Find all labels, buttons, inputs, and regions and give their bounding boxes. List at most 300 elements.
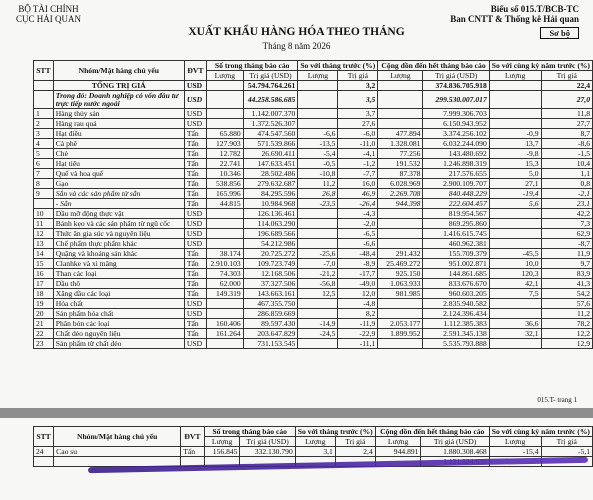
row-qty: 156.845	[204, 447, 240, 457]
row-vs-prev-qty: -56,8	[298, 279, 338, 289]
row-name: Hạt điều	[53, 129, 184, 139]
row-value: 37.327.506	[243, 279, 298, 289]
row-vs-year-qty: -9,8	[489, 149, 541, 159]
row-cum-val: 1.112.385.383	[423, 319, 489, 329]
row-cum-val: 833.676.670	[423, 279, 489, 289]
row-vs-year-val: 62,9	[541, 229, 592, 239]
row-vs-year-qty	[489, 229, 541, 239]
sub-qty: Lượng	[298, 71, 338, 81]
table-row	[34, 269, 593, 279]
row-cum-qty: 1.899.952	[378, 329, 423, 339]
row-value: 286.859.669	[243, 309, 298, 319]
row-name: Sắn và các sản phẩm từ sắn	[53, 189, 184, 199]
row-cum-qty	[378, 209, 423, 219]
row-qty: 44.815	[207, 199, 244, 209]
table-row	[34, 259, 593, 269]
col-cumulative: Cộng dồn đến hết tháng báo cáo	[375, 427, 489, 437]
row-name: Dầu thô	[53, 279, 184, 289]
row-vs-prev-qty	[298, 239, 338, 249]
row-vs-prev-qty: 12,5	[298, 289, 338, 299]
table-row	[34, 239, 593, 249]
row-value: 84.295.596	[243, 189, 298, 199]
row-value: 10.984.968	[243, 199, 298, 209]
row-vs-year-qty	[489, 239, 541, 249]
row-unit: USD	[184, 109, 206, 119]
row-vs-year-val: 11,8	[541, 109, 592, 119]
row-vs-prev-qty: -25,6	[298, 249, 338, 259]
row-vs-prev-qty: -10,8	[298, 169, 338, 179]
row-value: 89.597.430	[243, 319, 298, 329]
row-name: Chất dẻo nguyên liệu	[53, 329, 184, 339]
row-stt: 1	[34, 109, 54, 119]
row-cum-val: 1.246.898.319	[423, 159, 489, 169]
row-vs-year-qty: 15,3	[489, 159, 541, 169]
table-row	[34, 319, 593, 329]
row-cum-val: 5.535.793.888	[423, 339, 489, 349]
row-name: Chế phẩm thực phẩm khác	[53, 239, 184, 249]
row-vs-prev-qty: -21,2	[298, 269, 338, 279]
row-unit: Tấn	[184, 329, 206, 339]
row-vs-prev-val: 8,2	[338, 309, 378, 319]
row-vs-year-val: -5,1	[541, 447, 592, 457]
row-name: Hóa chất	[53, 299, 184, 309]
table-row	[34, 129, 593, 139]
row-qty: 538.856	[207, 179, 244, 189]
row-vs-year-val: 8,7	[541, 129, 592, 139]
row-qty: 165.996	[207, 189, 244, 199]
row-vs-prev-val: -4,8	[338, 299, 378, 309]
col-vs-prev: So với tháng trước (%)	[295, 427, 375, 437]
row-vs-prev-val: 3,7	[338, 109, 378, 119]
table-row	[34, 159, 593, 169]
row-vs-year-qty: 32,1	[489, 329, 541, 339]
row-unit: USD	[184, 219, 206, 229]
row-qty: 38.174	[207, 249, 244, 259]
row-vs-prev-val: -8,9	[338, 259, 378, 269]
department-name: CỤC HẢI QUAN	[16, 14, 81, 24]
row-name: Hạt tiêu	[53, 159, 184, 169]
row-vs-year-val: -2,1	[541, 189, 592, 199]
row-vs-prev-val: -22,9	[338, 329, 378, 339]
table-row	[34, 309, 593, 319]
row-qty: 160.406	[207, 319, 244, 329]
row-cum-val: 222.604.457	[423, 199, 489, 209]
row-cum-val: 869.295.860	[423, 219, 489, 229]
row-cum-val: 2.124.396.434	[423, 309, 489, 319]
row-vs-year-val: 41,3	[541, 279, 592, 289]
row-name: Sản phẩm từ chất dẻo	[53, 339, 184, 349]
row-stt: 11	[34, 219, 54, 229]
report-period: Tháng 8 năm 2026	[262, 41, 331, 51]
row-cum-val: 3.374.256.102	[423, 129, 489, 139]
row-stt: 23	[34, 339, 54, 349]
row-qty	[207, 119, 244, 129]
row-unit: Tấn	[184, 259, 206, 269]
col-stt: STT	[34, 427, 54, 447]
row-cum-qty: 1.063.933	[378, 279, 423, 289]
row-name: Dầu mỡ động thực vật	[53, 209, 184, 219]
row-cum-val: 155.709.379	[423, 249, 489, 259]
form-number: Biểu số 015.T/BCB-TC	[490, 4, 579, 14]
row-vs-prev-val: -2,0	[338, 219, 378, 229]
row-vs-year-val: -8,7	[541, 239, 592, 249]
row-vs-prev-val: -4,3	[338, 209, 378, 219]
row-unit: USD	[184, 299, 206, 309]
row-qty: 127.903	[207, 139, 244, 149]
sub-val: Trị giá	[335, 437, 375, 447]
row-value: 20.725.272	[243, 249, 298, 259]
row-value: 12.168.506	[243, 269, 298, 279]
row-unit: Tấn	[184, 189, 206, 199]
row-cum-qty	[378, 239, 423, 249]
row-cum-val: 2.835.940.582	[423, 299, 489, 309]
row-vs-year-val: 27,7	[541, 119, 592, 129]
row-stt: 17	[34, 279, 54, 289]
col-vs-year: So với cùng kỳ năm trước (%)	[489, 427, 592, 437]
sub-val: Trị giá	[338, 71, 378, 81]
row-cum-val: 6.032.244.090	[423, 139, 489, 149]
row-qty	[207, 109, 244, 119]
row-vs-year-qty: -19,4	[489, 189, 541, 199]
row-vs-year-qty	[489, 339, 541, 349]
row-value: 54.212.986	[243, 239, 298, 249]
row-unit: USD	[184, 119, 206, 129]
row-name: Hàng thủy sản	[53, 109, 184, 119]
row-unit: USD	[184, 239, 206, 249]
table-row	[34, 179, 593, 189]
table-row	[34, 169, 593, 179]
preliminary-badge: Sơ bộ	[540, 27, 579, 39]
form-block	[450, 4, 579, 24]
row-vs-year-qty: -45,5	[489, 249, 541, 259]
row-stt: 9	[34, 189, 54, 199]
row-qty: 161.264	[207, 329, 244, 339]
row-qty	[207, 339, 244, 349]
row-name: Hàng rau quả	[53, 119, 184, 129]
sub-val: Trị giá (USD)	[240, 437, 295, 447]
row-cum-qty: 477.894	[378, 129, 423, 139]
row-unit: Tấn	[184, 289, 206, 299]
row-vs-year-qty: 120,3	[489, 269, 541, 279]
row-cum-qty	[378, 339, 423, 349]
header-row	[34, 61, 593, 71]
row-vs-prev-qty	[298, 119, 338, 129]
fdi-vs-year: 27,0	[541, 91, 592, 109]
row-stt: 8	[34, 179, 54, 189]
row-cum-qty: 191.532	[378, 159, 423, 169]
row-vs-prev-qty: -5,4	[298, 149, 338, 159]
row-name: Chè	[53, 149, 184, 159]
row-stt: 19	[34, 299, 54, 309]
row-qty	[207, 209, 244, 219]
sub-qty: Lượng	[295, 437, 335, 447]
row-qty	[207, 219, 244, 229]
row-name: Xăng dầu các loại	[53, 289, 184, 299]
row-vs-prev-qty	[298, 109, 338, 119]
fdi-label: Trong đó: Doanh nghiệp có vốn đầu tư trực tiếp nước ngoài	[53, 91, 184, 109]
row-cum-val: 6.150.943.952	[423, 119, 489, 129]
row-stt: 2	[34, 119, 54, 129]
row-cum-qty: 944.891	[375, 447, 421, 457]
row-cum-val: 217.576.655	[423, 169, 489, 179]
row-stt: 7	[34, 169, 54, 179]
fdi-vs-prev: 3,5	[338, 91, 378, 109]
table-row	[34, 209, 593, 219]
row-vs-year-val: 0,8	[541, 179, 592, 189]
page-footer: 015.T- trang 1	[537, 396, 577, 404]
row-vs-year-val: 7,3	[541, 219, 592, 229]
row-vs-prev-qty	[298, 299, 338, 309]
row-cum-val: 143.480.692	[423, 149, 489, 159]
table-row	[34, 229, 593, 239]
row-vs-year-val: 12,9	[541, 339, 592, 349]
row-vs-prev-qty	[298, 339, 338, 349]
row-cum-val: 1.880.308.468	[421, 447, 489, 457]
row-vs-prev-val: -4,1	[338, 149, 378, 159]
sub-qty: Lượng	[375, 437, 421, 447]
row-stt: 22	[34, 329, 54, 339]
total-label: TỔNG TRỊ GIÁ	[53, 81, 184, 91]
row-vs-year-val: 54,2	[541, 289, 592, 299]
row-unit: Tấn	[184, 249, 206, 259]
row-cum-qty: 925.150	[378, 269, 423, 279]
row-vs-prev-val: -6,5	[338, 229, 378, 239]
row-qty	[207, 309, 244, 319]
row-qty: 2.910.103	[207, 259, 244, 269]
row-unit: Tấn	[184, 319, 206, 329]
row-vs-prev-qty	[298, 309, 338, 319]
row-qty: 74.303	[207, 269, 244, 279]
sub-val: Trị giá (USD)	[421, 437, 489, 447]
row-name: Bánh kẹo và các sản phẩm từ ngũ cốc	[53, 219, 184, 229]
row-vs-prev-val: -7,7	[338, 169, 378, 179]
row-stt: 5	[34, 149, 54, 159]
row-name: Gạo	[53, 179, 184, 189]
row-vs-prev-qty: 11,2	[298, 179, 338, 189]
row-vs-prev-val: -6,6	[338, 239, 378, 249]
row-unit: Tấn	[184, 129, 206, 139]
row-vs-year-val: 11,2	[541, 309, 592, 319]
sub-qty: Lượng	[378, 71, 423, 81]
row-unit: Tấn	[184, 279, 206, 289]
row-value: 571.539.866	[243, 139, 298, 149]
row-cum-qty	[378, 109, 423, 119]
row-name: Sản phẩm hóa chất	[53, 309, 184, 319]
row-vs-prev-qty: -24,5	[298, 329, 338, 339]
row-value: 467.355.750	[243, 299, 298, 309]
row-cum-qty: 291.432	[378, 249, 423, 259]
row-vs-year-val: 42,2	[541, 209, 592, 219]
row-vs-prev-val: -49,0	[338, 279, 378, 289]
total-vs-year: 22,4	[541, 81, 592, 91]
row-cum-val: 460.962.381	[423, 239, 489, 249]
row-unit: USD	[184, 209, 206, 219]
row-qty: 10.346	[207, 169, 244, 179]
total-cumulative: 374.836.705.918	[423, 81, 489, 91]
row-qty: 65.880	[207, 129, 244, 139]
sub-val: Trị giá	[541, 437, 592, 447]
row-name: Quế và hoa quế	[53, 169, 184, 179]
row-vs-prev-val: 27,6	[338, 119, 378, 129]
row-vs-prev-qty: -6,6	[298, 129, 338, 139]
table-row	[34, 219, 593, 229]
row-vs-year-val: 23,1	[541, 199, 592, 209]
row-vs-year-val: 12,2	[541, 329, 592, 339]
row-vs-year-qty: 10,0	[489, 259, 541, 269]
row-cum-qty: 2.269.708	[378, 189, 423, 199]
col-vs-prev: So với tháng trước (%)	[298, 61, 378, 71]
form-owner: Ban CNTT & Thống kê Hải quan	[450, 14, 579, 24]
ministry-name: BỘ TÀI CHÍNH	[18, 4, 79, 14]
row-cum-qty	[378, 299, 423, 309]
row-stt: 15	[34, 259, 54, 269]
row-name: Cao su	[54, 447, 181, 457]
row-vs-year-val: 10,4	[541, 159, 592, 169]
row-stt: 20	[34, 309, 54, 319]
row-cum-qty: 25.469.272	[378, 259, 423, 269]
row-vs-prev-val: -1,2	[338, 159, 378, 169]
sub-val: Trị giá	[541, 71, 592, 81]
row-vs-prev-val: 16,0	[338, 179, 378, 189]
row-vs-prev-val: -48,4	[338, 249, 378, 259]
row-vs-prev-qty: -14,9	[298, 319, 338, 329]
row-vs-year-qty	[489, 209, 541, 219]
sub-qty: Lượng	[489, 437, 541, 447]
sub-val: Trị giá (USD)	[243, 71, 298, 81]
row-vs-year-qty	[489, 299, 541, 309]
row-vs-year-qty	[489, 219, 541, 229]
row-value: 731.153.545	[243, 339, 298, 349]
row-unit: Tấn	[184, 159, 206, 169]
row-value: 474.547.560	[243, 129, 298, 139]
sub-val: Trị giá (USD)	[423, 71, 489, 81]
row-vs-year-qty: 5,6	[489, 199, 541, 209]
table-row	[34, 329, 593, 339]
row-vs-prev-val: -11,0	[338, 139, 378, 149]
table-row	[34, 249, 593, 259]
sub-qty: Lượng	[204, 437, 240, 447]
row-stt: 6	[34, 159, 54, 169]
row-vs-prev-qty: -13,5	[298, 139, 338, 149]
table-row	[34, 279, 593, 289]
row-vs-prev-qty: 26,8	[298, 189, 338, 199]
col-vs-year: So với cùng kỳ năm trước (%)	[489, 61, 592, 71]
table-row	[34, 199, 593, 209]
row-vs-prev-qty	[298, 229, 338, 239]
table-row	[34, 447, 593, 457]
row-cum-val: 840.448.229	[423, 189, 489, 199]
row-vs-year-qty	[489, 309, 541, 319]
report-title: XUẤT KHẨU HÀNG HÓA THEO THÁNG	[188, 26, 405, 38]
row-cum-qty	[378, 229, 423, 239]
row-vs-prev-val: -26,4	[338, 199, 378, 209]
fdi-row	[34, 91, 593, 109]
col-unit: ĐVT	[184, 61, 206, 81]
row-stt	[34, 199, 54, 209]
row-vs-year-val: 78,2	[541, 319, 592, 329]
row-name: Thức ăn gia súc và nguyên liệu	[53, 229, 184, 239]
col-cumulative: Cộng dồn đến hết tháng báo cáo	[378, 61, 489, 71]
row-name: Quặng và khoáng sản khác	[53, 249, 184, 259]
row-value: 332.130.790	[240, 447, 295, 457]
row-value: 279.632.687	[243, 179, 298, 189]
row-cum-val: 7.999.306.703	[423, 109, 489, 119]
fdi-cumulative: 299.530.007.017	[423, 91, 489, 109]
row-vs-year-val: 83,9	[541, 269, 592, 279]
row-vs-year-qty: -0,9	[489, 129, 541, 139]
row-vs-year-qty: 7,5	[489, 289, 541, 299]
row-cum-qty	[378, 119, 423, 129]
sub-qty: Lượng	[489, 71, 541, 81]
fdi-unit: USD	[184, 91, 206, 109]
row-stt	[34, 457, 54, 467]
row-vs-year-qty: 36,6	[489, 319, 541, 329]
col-name: Nhóm/Mặt hàng chủ yếu	[54, 427, 181, 447]
row-vs-prev-val: 46,9	[338, 189, 378, 199]
row-stt: 10	[34, 209, 54, 219]
row-value: 147.633.451	[243, 159, 298, 169]
row-vs-prev-val: 12,0	[338, 289, 378, 299]
table-row	[34, 109, 593, 119]
header-row	[34, 427, 593, 437]
row-stt: 4	[34, 139, 54, 149]
row-name: Cà phê	[53, 139, 184, 149]
row-vs-year-val: 57,6	[541, 299, 592, 309]
row-vs-year-val: -8,6	[541, 139, 592, 149]
row-cum-val: 819.954.567	[423, 209, 489, 219]
row-stt: 12	[34, 229, 54, 239]
row-value: 114.063.290	[243, 219, 298, 229]
row-vs-prev-qty: 3,1	[295, 447, 335, 457]
row-cum-val: 2.900.109.707	[423, 179, 489, 189]
row-vs-prev-val: -11,9	[338, 319, 378, 329]
row-unit: USD	[184, 309, 206, 319]
row-cum-qty: 2.053.177	[378, 319, 423, 329]
row-cum-val: 960.603.205	[423, 289, 489, 299]
row-cum-qty	[378, 309, 423, 319]
col-stt: STT	[34, 61, 54, 81]
row-unit: Tấn	[184, 149, 206, 159]
row-cum-qty	[378, 219, 423, 229]
table-row	[34, 299, 593, 309]
sub-qty: Lượng	[207, 71, 244, 81]
row-vs-year-val: 9,7	[541, 259, 592, 269]
row-value: 1.142.007.370	[243, 109, 298, 119]
row-qty	[207, 299, 244, 309]
row-value: 28.502.486	[243, 169, 298, 179]
row-name: Phân bón các loại	[53, 319, 184, 329]
row-vs-prev-qty	[298, 209, 338, 219]
row-vs-year-qty	[489, 109, 541, 119]
col-month: Số trong tháng báo cáo	[207, 61, 298, 71]
row-vs-year-qty: 13,7	[489, 139, 541, 149]
row-qty	[207, 239, 244, 249]
row-value: 126.136.461	[243, 209, 298, 219]
row-cum-qty: 77.256	[378, 149, 423, 159]
row-stt: 21	[34, 319, 54, 329]
table-row	[34, 149, 593, 159]
row-stt: 14	[34, 249, 54, 259]
row-name: - Sắn	[53, 199, 184, 209]
row-cum-qty: 87.378	[378, 169, 423, 179]
table-row	[34, 339, 593, 349]
row-unit: USD	[184, 229, 206, 239]
fdi-value: 44.258.586.685	[243, 91, 298, 109]
row-cum-qty: 944.398	[378, 199, 423, 209]
row-vs-prev-val: -11,1	[338, 339, 378, 349]
total-row	[34, 81, 593, 91]
row-vs-prev-qty	[298, 219, 338, 229]
